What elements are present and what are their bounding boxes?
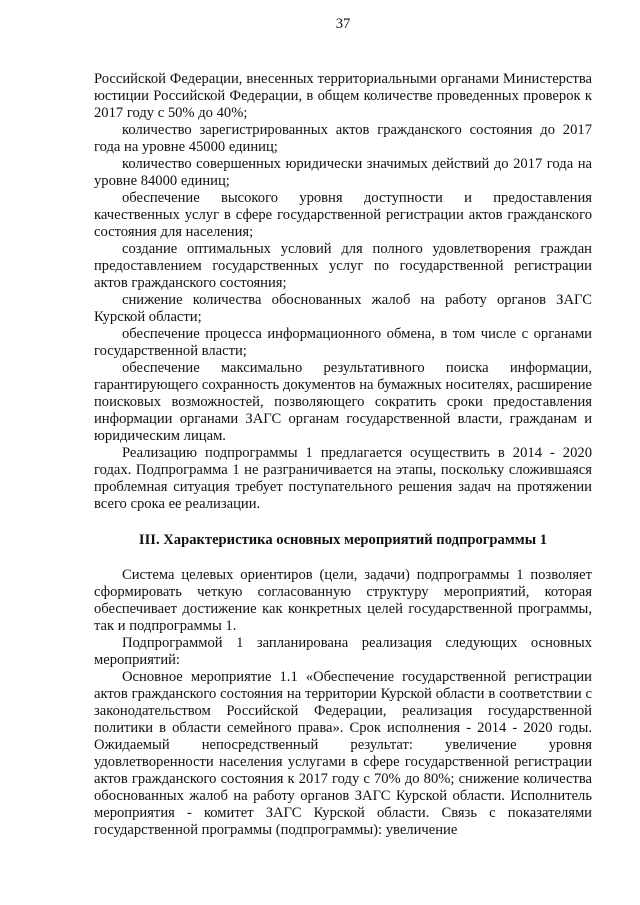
section-heading: III. Характеристика основных мероприятий подпрограммы 1 xyxy=(138,532,548,548)
paragraph: снижение количества обоснованных жалоб на работу органов ЗАГС Курской области; xyxy=(94,292,592,325)
paragraph: количество совершенных юридически значимых действий до 2017 года на уровне 84000 единиц; xyxy=(94,156,592,189)
paragraph: создание оптимальных условий для полного удовлетворения граждан предоставлением государственных услуг по государственной регистрации актов гражданского состояния; xyxy=(94,241,592,291)
paragraph: Реализацию подпрограммы 1 предлагается осуществить в 2014 - 2020 годах. Подпрограмма 1 не разграничивается на этапы, поскольку сложившаяся проблемная ситуация требует поступательного решения задач на протяжении всего срока ее реализации. xyxy=(94,445,592,512)
paragraph: Основное мероприятие 1.1 «Обеспечение государственной регистрации актов гражданского состояния на территории Курской области в соответствии с законодательством Российской Федерации, реализация государственной политики в области семейного права». Срок исполнения - 2014 - 2020 годы. Ожидаемый непосредственный результат: увеличение уровня удовлетворенности населения услугами в сфере государственной регистрации актов гражданского состояния к 2017 году с 70% до 80%; снижение количества обоснованных жалоб на работу органов ЗАГС Курской области. Исполнитель мероприятия - комитет ЗАГС Курской области. Связь с показателями государственной программы (подпрограммы): увеличение xyxy=(94,669,592,838)
paragraph: Российской Федерации, внесенных территориальными органами Министерства юстиции Российской Федерации, в общем количестве проведенных проверок к 2017 году с 50% до 40%; xyxy=(94,71,592,121)
text-after-heading xyxy=(94,567,592,839)
paragraph: Система целевых ориентиров (цели, задачи) подпрограммы 1 позволяет сформировать четкую согласованную структуру мероприятий, которая обеспечивает достижение как конкретных целей государственной программы, так и подпрограммы 1. xyxy=(94,567,592,634)
paragraph: количество зарегистрированных актов гражданского состояния до 2017 года на уровне 45000 единиц; xyxy=(94,122,592,155)
paragraph: обеспечение процесса информационного обмена, в том числе с органами государственной власти; xyxy=(94,326,592,359)
paragraph: обеспечение высокого уровня доступности и предоставления качественных услуг в сфере государственной регистрации актов гражданского состояния для населения; xyxy=(94,190,592,240)
text-before-heading xyxy=(94,71,592,513)
paragraph: обеспечение максимально результативного поиска информации, гарантирующего сохранность документов на бумажных носителях, расширение поисковых возможностей, позволяющего сократить сроки предоставления информации органами ЗАГС органам государственной власти, гражданам и юридическим лицам. xyxy=(94,360,592,444)
page-number: 37 xyxy=(335,16,351,32)
paragraph: Подпрограммой 1 запланирована реализация следующих основных мероприятий: xyxy=(94,635,592,668)
